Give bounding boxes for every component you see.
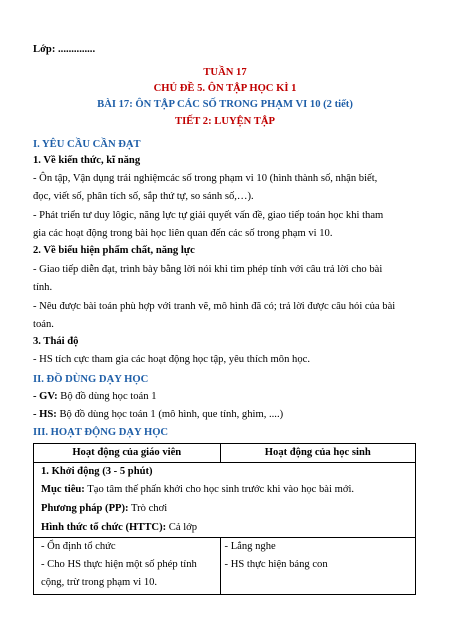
knowledge-line: đọc, viết số, phân tích số, sắp thứ tự, so sánh số,…). [33,191,254,202]
gv-text: Bộ đồ dùng học toán 1 [57,391,157,402]
section-1-heading: I. YÊU CẦU CẦN ĐẠT [33,139,141,150]
teacher-activity-cell [34,538,221,595]
hs-text: Bộ đồ dùng học toán 1 (mô hình, que tính, ghim, ....) [56,409,284,420]
activity-table [33,443,416,595]
warmup-method [41,502,167,515]
qualities-line: toán. [33,319,54,330]
class-dots: .............. [58,44,96,55]
section-2-heading: II. ĐỒ DÙNG DẠY HỌC [33,374,149,385]
student-materials [33,408,283,421]
attitude-line: - HS tích cực tham gia các hoạt động học tập, yêu thích môn học. [33,354,310,365]
warmup-form [41,521,197,534]
teacher-materials [33,390,157,403]
knowledge-line: - Ôn tập, Vận dụng trải nghiệmcác số trong phạm vi 10 (hình thành số, nhận biết, [33,173,378,184]
warmup-goal [41,483,354,496]
teacher-activity-line: - Cho HS thực hiện một số phép tính [41,559,197,570]
knowledge-line: gia các hoạt động trong bài học liên quan đến các số trong phạm vi 10. [33,228,333,239]
form-label: Hình thức tổ chức (HTTC): [41,522,167,533]
student-activity-line: - HS thực hiện bảng con [224,559,328,570]
student-column-header: Hoạt động của học sinh [220,444,415,463]
teacher-column-header: Hoạt động của giáo viên [34,444,221,463]
warmup-title: 1. Khởi động (3 - 5 phút) [41,466,153,477]
week-title: TUẦN 17 [203,67,247,78]
teacher-activity-line: - Ổn định tổ chức [41,541,116,552]
knowledge-line: - Phát triển tư duy lôgic, năng lực tự giải quyết vấn đề, giao tiếp toán học khi tham [33,210,384,221]
class-field [33,43,95,56]
topic-title: CHỦ ĐỀ 5. ÔN TẬP HỌC KÌ 1 [153,83,297,94]
teacher-activity-line: cộng, trừ trong phạm vi 10. [41,577,158,588]
method-text: Trò chơi [128,503,168,514]
form-text: Cả lớp [166,522,198,533]
goal-label: Mục tiêu: [41,484,85,495]
goal-text: Tạo tâm thế phấn khởi cho học sinh trước khi vào học bài mới. [84,484,355,495]
warmup-row [34,463,416,538]
student-activity-cell [220,538,415,595]
period-title: TIẾT 2: LUYỆN TẬP [175,116,275,127]
qualities-line: - Giao tiếp diễn đạt, trình bày bằng lời nói khi tìm phép tính với câu trả lời cho bài [33,264,383,275]
lesson-title: BÀI 17: ÔN TẬP CÁC SỐ TRONG PHẠM VI 10 (2 tiết) [97,99,353,110]
subsection-attitude: 3. Thái độ [33,336,79,347]
section-3-heading: III. HOẠT ĐỘNG DẠY HỌC [33,427,169,438]
subsection-knowledge: 1. Về kiến thức, kĩ năng [33,155,141,166]
qualities-line: tính. [33,282,53,293]
class-label: Lớp: [33,44,56,55]
gv-label: - GV: [33,391,58,402]
student-activity-line: - Lắng nghe [224,541,276,552]
hs-label: - HS: [33,409,57,420]
method-label: Phương pháp (PP): [41,503,129,514]
qualities-line: - Nêu được bài toán phù hợp với tranh vẽ, mô hình đã có; trả lời được câu hỏi của bài [33,301,396,312]
subsection-qualities: 2. Về biểu hiện phẩm chất, năng lực [33,245,195,256]
